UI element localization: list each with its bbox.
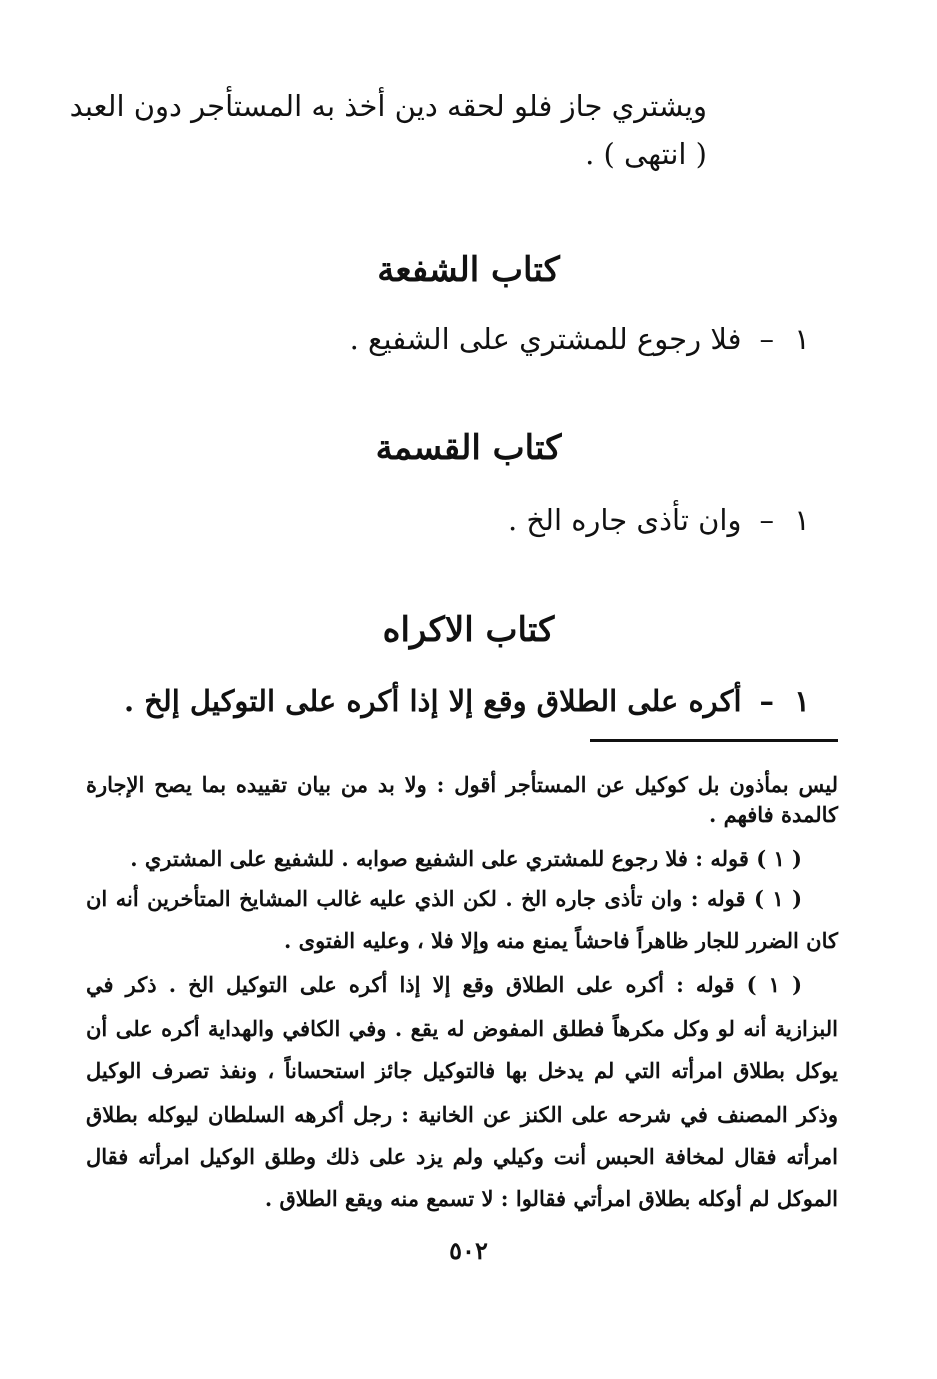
footnote-text: أكره على الطلاق وقع إلا إذا أكره على التوكيل الخ . ذكر في (86, 972, 664, 997)
footnote-2 (86, 888, 802, 909)
footnote-text: وان تأذى جاره الخ . لكن الذي عليه غالب المشايخ المتأخرين أنه ان (86, 886, 683, 911)
footnote-separator (590, 739, 838, 742)
entry-text: وان تأذى جاره الخ . (507, 503, 742, 537)
entry-text: أكره على الطلاق وقع إلا إذا أكره على التوكيل إلخ . (124, 684, 742, 718)
footnote-1 (130, 848, 802, 869)
footnote-line: وذكر المصنف في شرحه على الكنز عن الخانية : رجل أكرهه السلطان ليوكله بطلاق (86, 1102, 838, 1127)
section-entry (124, 684, 812, 718)
footnote-line: كان الضرر للجار ظاهراً فاحشاً يمنع منه وإلا فلا ، وعليه الفتوى . (284, 928, 838, 953)
footnote-text: فلا رجوع للمشتري على الشفيع صوابه . للشفيع على المشتري . (130, 846, 688, 871)
entry-dash: – (759, 322, 774, 356)
section-title: كتاب القسمة (375, 428, 562, 468)
footnote-label: قوله : (695, 846, 749, 871)
footnote-marker: ( ١ ) (756, 846, 802, 871)
footnote-line: يوكل بطلاق امرأته التي لم يدخل بها فالتوكيل جائز استحساناً ، ونفذ تصرف الوكيل (86, 1058, 838, 1083)
paragraph-line: ويشتري جاز فلو لحقه دين أخذ به المستأجر دون العبد (69, 89, 707, 123)
entry-text: فلا رجوع للمشتري على الشفيع . (349, 322, 742, 356)
footnote-line: البزازية أنه لو وكل مكرهاً فطلق المفوض له يقع . وفي الكافي والهداية أكره على أن (86, 1016, 838, 1041)
footnote-label: قوله : (676, 972, 735, 997)
footnote-marker: ( ١ ) (753, 886, 803, 911)
footnote-line: كالمدة فافهم . (708, 802, 838, 827)
entry-number: ١ (794, 684, 810, 718)
section-entry (508, 503, 812, 537)
footnote-label: قوله : (690, 886, 746, 911)
entry-number: ١ (794, 503, 810, 537)
entry-dash: – (759, 684, 774, 718)
footnote-marker: ( ١ ) (746, 972, 803, 997)
entry-dash: – (759, 503, 774, 537)
section-title: كتاب الاكراه (382, 610, 555, 650)
section-title: كتاب الشفعة (377, 250, 560, 290)
footnote-line: ليس بمأذون بل كوكيل عن المستأجر أقول : ولا بد من بيان تقييده بما يصح الإجارة (86, 772, 838, 797)
page-number: ٥٠٢ (449, 1236, 488, 1265)
footnote-line: الموكل لم أوكله بطلاق امرأتي فقالوا : لا تسمع منه ويقع الطلاق . (264, 1186, 838, 1211)
footnotes (86, 760, 838, 1230)
entry-number: ١ (794, 322, 810, 356)
section-entry (350, 322, 812, 356)
footnote-3 (86, 974, 802, 995)
paragraph-line: ( انتهى ) . (585, 137, 707, 171)
footnote-line: امرأته فقال لمخافة الحبس أنت وكيلي ولم يزد على ذلك وطلق الوكيل امرأته فقال (86, 1144, 838, 1169)
